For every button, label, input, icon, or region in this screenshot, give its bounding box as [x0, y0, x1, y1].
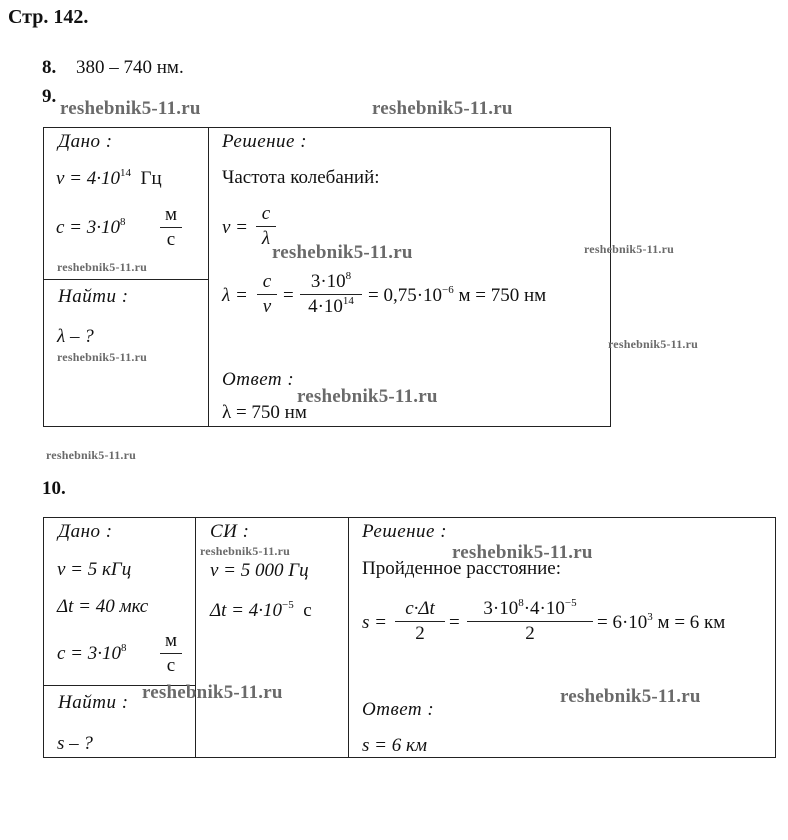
watermark: reshebnik5-11.ru — [608, 337, 698, 351]
formula2-equals: = — [283, 285, 294, 306]
find-label: Найти : — [58, 692, 129, 713]
formula2-lhs: λ = — [222, 285, 248, 306]
solution-heading: Частота колебаний: — [222, 167, 380, 188]
solution-heading: Пройденное расстояние: — [362, 558, 562, 579]
watermark: reshebnik5-11.ru — [560, 686, 701, 707]
task9-number: 9. — [42, 86, 57, 107]
watermark: reshebnik5-11.ru — [452, 542, 593, 563]
task10-number: 10. — [42, 478, 66, 499]
watermark: reshebnik5-11.ru — [297, 386, 438, 407]
solution-label: Решение : — [362, 521, 448, 542]
find-value: λ – ? — [57, 326, 94, 347]
watermark: reshebnik5-11.ru — [142, 682, 283, 703]
si-frequency: ν = 5 000 Гц — [210, 560, 309, 581]
find-label: Найти : — [58, 286, 129, 307]
formula-lhs: s = — [362, 612, 387, 633]
given-label: Дано : — [58, 521, 113, 542]
answer-label: Ответ : — [362, 699, 435, 720]
watermark: reshebnik5-11.ru — [57, 350, 147, 364]
given-label: Дано : — [58, 131, 113, 152]
solution-label: Решение : — [222, 131, 308, 152]
task8-number: 8. — [42, 57, 57, 78]
si-label: СИ : — [210, 521, 250, 542]
given-speed: $c = 3\cdot 10^8$ — [56, 216, 126, 238]
answer-label: Ответ : — [222, 369, 295, 390]
answer-value: s = 6 км — [362, 735, 427, 756]
watermark: reshebnik5-11.ru — [46, 448, 136, 462]
formula-fraction1: c·Δt 2 — [395, 598, 445, 645]
given-frequency: ν = 5 кГц — [57, 559, 132, 580]
formula-result: = $6\cdot 10^3$ м = 6 км — [597, 611, 726, 633]
task8-answer: 380 – 740 нм. — [76, 57, 184, 78]
page-title: Стр. 142. — [8, 6, 89, 28]
watermark: reshebnik5-11.ru — [60, 98, 201, 119]
formula2-fraction2: $3\cdot 10^8$ $4\cdot 10^{14}$ — [300, 271, 362, 318]
given-speed-unit: м с — [160, 204, 182, 251]
given-speed: $c = 3\cdot 10^8$ — [57, 642, 127, 664]
watermark: reshebnik5-11.ru — [57, 260, 147, 274]
watermark: reshebnik5-11.ru — [272, 242, 413, 263]
watermark: reshebnik5-11.ru — [584, 242, 674, 256]
formula2-fraction1: c ν — [257, 271, 277, 318]
formula2-result: = $0,75\cdot 10^{-6}$ м = 750 нм — [368, 284, 547, 306]
table-divider — [208, 127, 209, 427]
formula-fraction2: $3\cdot 10^8\cdot 4\cdot 10^{-5}$ 2 — [467, 598, 593, 645]
table-divider — [195, 517, 196, 758]
given-frequency: $\nu = 4\cdot 10^{14}$ Гц — [56, 167, 162, 189]
table-divider — [348, 517, 349, 758]
given-speed-unit: м с — [160, 630, 182, 677]
formula1-lhs: ν = — [222, 217, 249, 238]
answer-value: λ = 750 нм — [222, 402, 307, 423]
si-time: $\Delta t = 4\cdot 10^{-5}$ с — [210, 599, 312, 621]
watermark: reshebnik5-11.ru — [200, 544, 290, 558]
formula-equals: = — [449, 612, 460, 633]
formula1-fraction: c λ — [256, 203, 276, 250]
find-value: s – ? — [57, 733, 93, 754]
watermark: reshebnik5-11.ru — [372, 98, 513, 119]
table-divider — [43, 279, 209, 280]
given-time: Δt = 40 мкс — [57, 596, 149, 617]
